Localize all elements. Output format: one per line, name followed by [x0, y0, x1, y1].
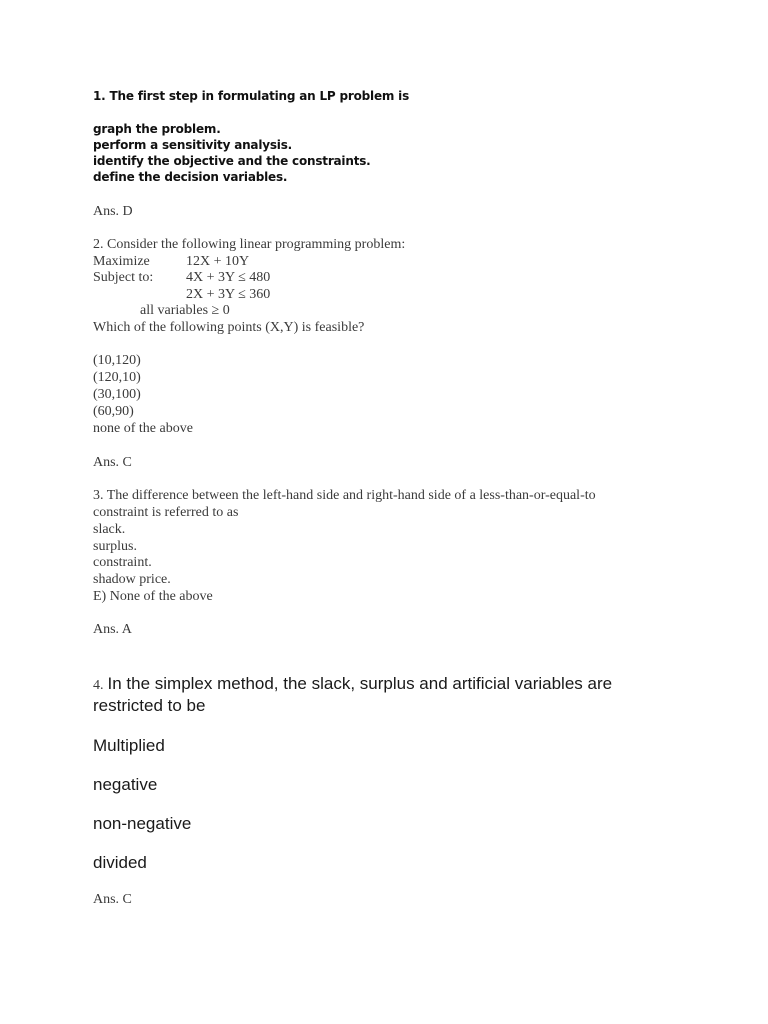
question-4-number: 4. [93, 678, 104, 693]
question-4-title-text: In the simplex method, the slack, surplus and artificial variables are [107, 674, 613, 693]
question-3-title-line-2: constraint is referred to as [93, 505, 239, 520]
constraint-2: 2X + 3Y ≤ 360 [186, 287, 271, 302]
question-4-title-line-1 [93, 674, 612, 694]
nonnegativity-constraint: all variables ≥ 0 [140, 303, 230, 318]
question-3-answer: Ans. A [93, 622, 132, 637]
question-3-option-a: slack. [93, 522, 126, 537]
question-2-option-d: (60,90) [93, 404, 134, 419]
question-1-option-c: identify the objective and the constraints. [93, 154, 371, 168]
question-1-option-b: perform a sensitivity analysis. [93, 138, 293, 152]
constraint-1: 4X + 3Y ≤ 480 [186, 270, 271, 285]
question-2-title: 2. Consider the following linear programming problem: [93, 237, 406, 252]
question-2-prompt: Which of the following points (X,Y) is feasible? [93, 320, 365, 335]
question-4-option-d: divided [93, 853, 147, 872]
question-1-option-d: define the decision variables. [93, 170, 288, 184]
maximize-label: Maximize [93, 254, 150, 269]
question-2-option-a: (10,120) [93, 353, 141, 368]
question-4-option-c: non-negative [93, 814, 192, 833]
question-1-option-a: graph the problem. [93, 122, 221, 136]
question-4-title-line-2: restricted to be [93, 696, 206, 715]
question-2-option-e: none of the above [93, 421, 193, 436]
question-2-option-c: (30,100) [93, 387, 141, 402]
objective-function: 12X + 10Y [186, 254, 250, 269]
subject-to-label: Subject to: [93, 270, 154, 285]
question-4-option-a: Multiplied [93, 736, 165, 755]
question-3-option-d: shadow price. [93, 572, 171, 587]
question-1-title: 1. The first step in formulating an LP problem is [93, 89, 410, 103]
question-4-option-b: negative [93, 775, 158, 794]
question-3-option-e: E) None of the above [93, 589, 213, 604]
question-4-answer: Ans. C [93, 892, 132, 907]
question-3-option-c: constraint. [93, 555, 152, 570]
question-2-answer: Ans. C [93, 455, 132, 470]
question-2-option-b: (120,10) [93, 370, 141, 385]
question-3-title-line-1: 3. The difference between the left-hand side and right-hand side of a less-than-or-equal-to [93, 488, 596, 503]
question-1-answer: Ans. D [93, 204, 133, 219]
question-3-option-b: surplus. [93, 539, 137, 554]
